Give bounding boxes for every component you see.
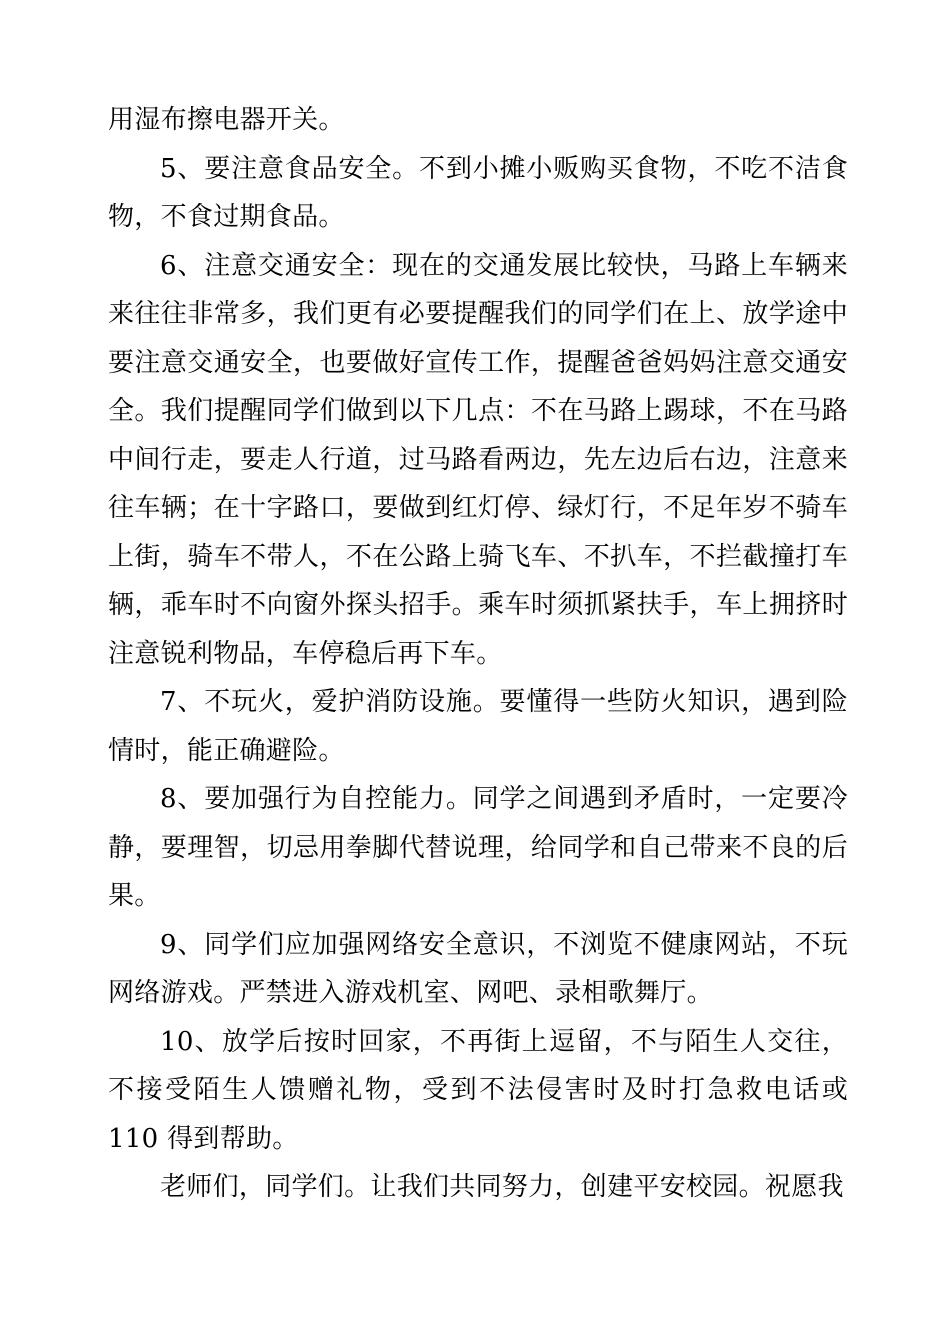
- paragraph-continuation: 用湿布擦电器开关。: [108, 105, 345, 135]
- paragraph-item-10: 10、放学后按时回家，不再街上逗留，不与陌生人交往，不接受陌生人馈赠礼物，受到不法侵害时及时打急救电话或 110 得到帮助。: [108, 1026, 848, 1154]
- paragraph-item-8: 8、要加强行为自控能力。同学之间遇到矛盾时，一定要冷静，要理智，切忌用拳脚代替说理，给同学和自己带来不良的后果。: [108, 784, 848, 911]
- paragraph-item-9: 9、同学们应加强网络安全意识，不浏览不健康网站，不玩网络游戏。严禁进入游戏机室、网吧、录相歌舞厅。: [108, 929, 848, 1008]
- paragraph-closing: 老师们，同学们。让我们共同努力，创建平安校园。祝愿我: [160, 1172, 844, 1202]
- paragraph-item-7: 7、不玩火，爱护消防设施。要懂得一些防火知识，遇到险情时，能正确避险。: [108, 687, 848, 766]
- document-page: [108, 96, 848, 1212]
- paragraph-item-6: 6、注意交通安全：现在的交通发展比较快，马路上车辆来来往往非常多，我们更有必要提醒我们的同学们在上、放学途中要注意交通安全，也要做好宣传工作，提醒爸爸妈妈注意交通安全。我们提醒同学们做到以下几点：不在马路上踢球，不在马路中间行走，要走人行道，过马路看两边，先左边后右边，注意来往车辆；在十字路口，要做到红灯停、绿灯行，不足年岁不骑车上街，骑车不带人，不在公路上骑飞车、不扒车，不拦截撞打车辆，乖车时不向窗外探头招手。乘车时须抓紧扶手，车上拥挤时注意锐利物品，车停稳后再下车。: [108, 250, 848, 669]
- paragraph-item-5: 5、要注意食品安全。不到小摊小贩购买食物，不吃不洁食物，不食过期食品。: [108, 153, 848, 232]
